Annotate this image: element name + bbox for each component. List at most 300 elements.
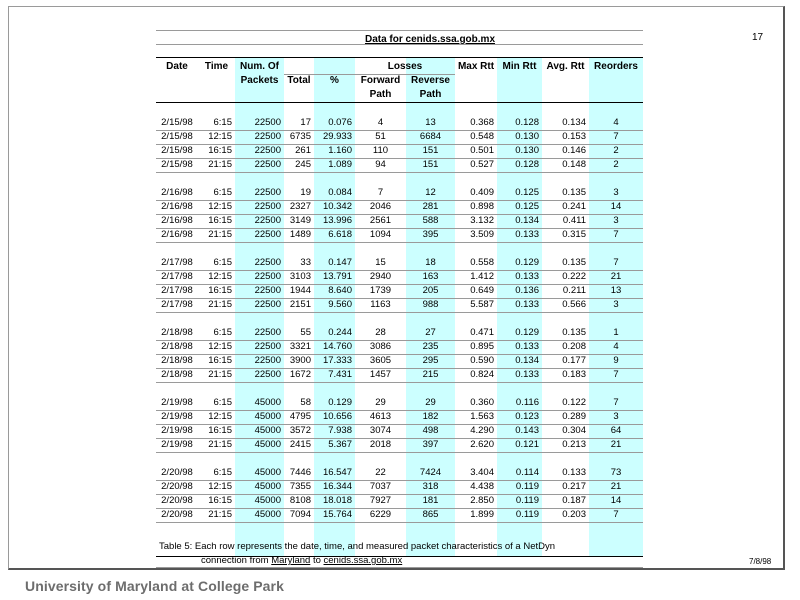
table-cell: 16:15 [208, 215, 232, 226]
table-cell: 8108 [289, 495, 311, 506]
column-header: Path [369, 89, 392, 100]
table-cell: 29.933 [322, 131, 352, 142]
table-cell: 151 [422, 159, 439, 170]
table-cell: 22500 [254, 131, 281, 142]
table-cell: 0.183 [562, 369, 586, 380]
column-header: Max Rtt [457, 61, 495, 72]
column-header: Reverse [411, 75, 450, 86]
table-cell: 0.133 [515, 299, 539, 310]
table-cell: 16:15 [208, 425, 232, 436]
table-cell: 0.147 [328, 257, 352, 268]
row-date: 2/16/98 [161, 187, 193, 198]
table-cell: 151 [422, 145, 439, 156]
table-cell: 0.368 [470, 117, 494, 128]
table-cell: 0.084 [328, 187, 352, 198]
table-cell: 7 [613, 131, 619, 142]
losses-header: Losses [387, 61, 423, 72]
table-cell: 21 [610, 439, 622, 450]
table-cell: 7037 [369, 481, 392, 492]
table-cell: 16:15 [208, 355, 232, 366]
table-cell: 27 [425, 327, 436, 338]
table-cell: 3 [613, 411, 619, 422]
table-cell: 22500 [254, 229, 281, 240]
caption-prefix: connection from [201, 555, 272, 566]
table-cell: 0.148 [562, 159, 586, 170]
table-cell: 1739 [369, 285, 392, 296]
row-date: 2/19/98 [161, 439, 193, 450]
table-cell: 0.203 [562, 509, 586, 520]
table-cell: 55 [300, 327, 311, 338]
table-cell: 0.134 [515, 355, 539, 366]
table-cell: 1.563 [470, 411, 494, 422]
table-cell: 110 [372, 145, 389, 156]
table-cell: 3572 [289, 425, 311, 436]
table-cell: 4613 [369, 411, 392, 422]
table-cell: 2 [613, 145, 619, 156]
row-date: 2/18/98 [161, 369, 193, 380]
table-cell: 45000 [254, 509, 281, 520]
table-cell: 0.135 [562, 257, 586, 268]
row-date: 2/15/98 [161, 117, 193, 128]
table-cell: 7 [377, 187, 384, 198]
table-cell: 6684 [419, 131, 442, 142]
table-cell: 0.125 [515, 187, 539, 198]
table-cell: 6:15 [213, 257, 232, 268]
table-cell: 318 [422, 481, 439, 492]
table-cell: 498 [422, 425, 439, 436]
table-cell: 7 [613, 369, 619, 380]
table-cell: 395 [422, 229, 439, 240]
table-cell: 3103 [289, 271, 311, 282]
table-cell: 181 [422, 495, 439, 506]
table-cell: 4795 [289, 411, 311, 422]
table-cell: 235 [422, 341, 439, 352]
table-cell: 0.130 [515, 131, 539, 142]
table-cell: 215 [422, 369, 439, 380]
table-cell: 0.824 [470, 369, 494, 380]
table-cell: 1 [613, 327, 619, 338]
column-header: Num. Of [240, 61, 279, 72]
table-cell: 3 [613, 215, 619, 226]
table-cell: 1094 [369, 229, 392, 240]
table-cell: 0.128 [515, 159, 539, 170]
table-cell: 0.222 [562, 271, 586, 282]
table-cell: 22500 [254, 187, 281, 198]
table-cell: 22500 [254, 201, 281, 212]
table-cell: 21:15 [208, 439, 232, 450]
title-rule [156, 44, 643, 45]
table-cell: 0.136 [515, 285, 539, 296]
row-date: 2/18/98 [161, 355, 193, 366]
table-cell: 865 [422, 509, 439, 520]
table-cell: 12:15 [208, 271, 232, 282]
table-cell: 0.128 [515, 117, 539, 128]
table-cell: 6735 [289, 131, 311, 142]
column-header: Path [419, 89, 442, 100]
row-date: 2/17/98 [161, 271, 193, 282]
table-cell: 163 [422, 271, 439, 282]
table-cell: 0.208 [562, 341, 586, 352]
table-cell: 3321 [289, 341, 311, 352]
table-cell: 2151 [289, 299, 311, 310]
row-date: 2/16/98 [161, 215, 193, 226]
table-cell: 3.404 [470, 467, 494, 478]
table-cell: 0.119 [515, 481, 539, 492]
row-date: 2/15/98 [161, 131, 193, 142]
table-cell: 0.241 [562, 201, 586, 212]
table-cell: 22 [375, 467, 386, 478]
table-cell: 0.590 [470, 355, 494, 366]
caption-line-2 [159, 554, 643, 568]
table-cell: 0.133 [515, 369, 539, 380]
table-cell: 4 [377, 117, 384, 128]
table-cell: 12:15 [208, 411, 232, 422]
table-cell: 0.146 [562, 145, 586, 156]
table-cell: 0.121 [515, 439, 539, 450]
table-cell: 29 [425, 397, 436, 408]
row-date: 2/19/98 [161, 411, 193, 422]
table-cell: 16:15 [208, 495, 232, 506]
table-cell: 2 [613, 159, 619, 170]
table-cell: 7 [613, 229, 619, 240]
row-date: 2/18/98 [161, 327, 193, 338]
table-cell: 7.938 [328, 425, 352, 436]
table-cell: 15 [375, 257, 386, 268]
column-header: Avg. Rtt [546, 61, 585, 72]
table-cell: 0.134 [562, 117, 586, 128]
table-cell: 4.290 [470, 425, 494, 436]
table-cell: 6.618 [328, 229, 352, 240]
table-cell: 0.187 [562, 495, 586, 506]
table-cell: 1489 [289, 229, 311, 240]
table-cell: 3149 [289, 215, 311, 226]
table-cell: 22500 [254, 257, 281, 268]
table-cell: 1.089 [328, 159, 352, 170]
table-cell: 3086 [369, 341, 392, 352]
table-cell: 0.304 [562, 425, 586, 436]
column-header: Packets [240, 75, 279, 86]
table-cell: 22500 [254, 355, 281, 366]
table-cell: 21 [610, 481, 622, 492]
table-cell: 0.134 [515, 215, 539, 226]
table-cell: 16:15 [208, 285, 232, 296]
caption-origin: Maryland [271, 555, 311, 566]
row-date: 2/19/98 [161, 397, 193, 408]
table-cell: 3.132 [470, 215, 494, 226]
table-cell: 51 [375, 131, 386, 142]
table-cell: 3605 [369, 355, 392, 366]
table-cell: 7094 [289, 509, 311, 520]
table-cell: 18 [425, 257, 436, 268]
table-cell: 2.850 [470, 495, 494, 506]
table-cell: 64 [610, 425, 622, 436]
table-cell: 45000 [254, 439, 281, 450]
table-cell: 3074 [369, 425, 392, 436]
table-cell: 22500 [254, 299, 281, 310]
table-cell: 0.177 [562, 355, 586, 366]
header-top-rule [156, 57, 643, 58]
table-cell: 6229 [369, 509, 392, 520]
table-cell: 988 [422, 299, 439, 310]
table-cell: 21 [610, 271, 622, 282]
caption-destination: cenids.ssa.gob.mx [323, 555, 403, 566]
table-cell: 0.217 [562, 481, 586, 492]
table-cell: 45000 [254, 425, 281, 436]
row-rule [156, 382, 643, 383]
table-cell: 45000 [254, 467, 281, 478]
row-date: 2/20/98 [161, 467, 193, 478]
column-header: Forward [360, 75, 401, 86]
table-cell: 2018 [369, 439, 392, 450]
table-cell: 22500 [254, 271, 281, 282]
table-cell: 2940 [369, 271, 392, 282]
table-cell: 0.315 [562, 229, 586, 240]
row-rule [156, 172, 643, 173]
table-cell: 4 [613, 117, 619, 128]
row-date: 2/18/98 [161, 341, 193, 352]
table-cell: 29 [375, 397, 386, 408]
column-header: Total [287, 75, 311, 86]
table-cell: 16:15 [208, 145, 232, 156]
table-cell: 13 [610, 285, 622, 296]
table-cell: 261 [295, 145, 311, 156]
row-date: 2/15/98 [161, 159, 193, 170]
table-cell: 7927 [369, 495, 392, 506]
table-cell: 0.123 [515, 411, 539, 422]
table-cell: 13 [425, 117, 436, 128]
table-cell: 22500 [254, 145, 281, 156]
table-cell: 0.143 [515, 425, 539, 436]
table-cell: 14 [610, 201, 622, 212]
table-cell: 0.076 [328, 117, 352, 128]
table-cell: 2046 [369, 201, 392, 212]
table-cell: 0.133 [515, 341, 539, 352]
row-rule [156, 452, 643, 453]
table-cell: 21:15 [208, 369, 232, 380]
table-cell: 0.527 [470, 159, 494, 170]
table-cell: 21:15 [208, 509, 232, 520]
table-cell: 1672 [289, 369, 311, 380]
table-cell: 22500 [254, 159, 281, 170]
table-cell: 0.895 [470, 341, 494, 352]
table-cell: 2561 [369, 215, 392, 226]
table-cell: 0.548 [470, 131, 494, 142]
table-cell: 2327 [289, 201, 311, 212]
table-cell: 0.501 [470, 145, 494, 156]
table-cell: 10.342 [322, 201, 352, 212]
table-cell: 6:15 [213, 467, 232, 478]
table-cell: 1.412 [470, 271, 494, 282]
table-cell: 182 [422, 411, 439, 422]
table-cell: 245 [295, 159, 311, 170]
table-cell: 2.620 [470, 439, 494, 450]
table-cell: 22500 [254, 215, 281, 226]
table-cell: 0.289 [562, 411, 586, 422]
table-cell: 94 [375, 159, 386, 170]
table-cell: 10.656 [322, 411, 352, 422]
table-cell: 22500 [254, 327, 281, 338]
row-date: 2/17/98 [161, 285, 193, 296]
table-cell: 17 [300, 117, 311, 128]
table-cell: 6:15 [213, 327, 232, 338]
table-cell: 0.129 [515, 257, 539, 268]
table-cell: 9 [613, 355, 619, 366]
column-header: Date [166, 61, 188, 72]
table-cell: 0.153 [562, 131, 586, 142]
table-cell: 18.018 [322, 495, 352, 506]
table-cell: 0.244 [328, 327, 352, 338]
table-cell: 3.509 [470, 229, 494, 240]
table-cell: 8.640 [328, 285, 352, 296]
table-cell: 0.558 [470, 257, 494, 268]
table-cell: 45000 [254, 495, 281, 506]
row-date: 2/17/98 [161, 257, 193, 268]
table-cell: 14.760 [322, 341, 352, 352]
table-cell: 1.899 [470, 509, 494, 520]
column-header: Min Rtt [502, 61, 537, 72]
table-cell: 0.130 [515, 145, 539, 156]
date-stamp: 7/8/98 [749, 557, 772, 566]
table-cell: 22500 [254, 341, 281, 352]
table-cell: 5.587 [470, 299, 494, 310]
table-cell: 1457 [369, 369, 392, 380]
table-cell: 2415 [289, 439, 311, 450]
table-cell: 295 [422, 355, 439, 366]
table-cell: 13.996 [322, 215, 352, 226]
table-cell: 45000 [254, 481, 281, 492]
table-cell: 0.119 [515, 509, 539, 520]
slide-number: 17 [752, 32, 764, 43]
table-cell: 7 [613, 257, 619, 268]
table-cell: 22500 [254, 285, 281, 296]
table-cell: 7355 [289, 481, 311, 492]
table-cell: 281 [422, 201, 439, 212]
table-cell: 15.764 [322, 509, 352, 520]
row-date: 2/17/98 [161, 299, 193, 310]
column-header: Reorders [594, 61, 638, 72]
table-cell: 7446 [289, 467, 311, 478]
table-cell: 7 [613, 509, 619, 520]
table-title: Data for cenids.ssa.gob.mx [364, 34, 496, 45]
table-cell: 0.114 [515, 467, 539, 478]
row-date: 2/15/98 [161, 145, 193, 156]
table-cell: 4.438 [470, 481, 494, 492]
table-cell: 12:15 [208, 201, 232, 212]
table-cell: 3 [613, 187, 619, 198]
table-cell: 6:15 [213, 397, 232, 408]
table-cell: 21:15 [208, 159, 232, 170]
row-date: 2/20/98 [161, 481, 193, 492]
table-cell: 12 [425, 187, 436, 198]
table-cell: 16.344 [322, 481, 352, 492]
table-cell: 12:15 [208, 341, 232, 352]
table-cell: 0.566 [562, 299, 586, 310]
table-cell: 0.129 [328, 397, 352, 408]
table-cell: 0.211 [562, 285, 586, 296]
data-table [156, 30, 643, 568]
table-cell: 4 [613, 341, 619, 352]
table-cell: 3 [613, 299, 619, 310]
table-cell: 588 [422, 215, 439, 226]
footer-university: University of Maryland at College Park [25, 578, 284, 594]
row-rule [156, 522, 643, 523]
table-cell: 7 [613, 397, 619, 408]
table-cell: 7424 [419, 467, 442, 478]
table-cell: 0.135 [562, 327, 586, 338]
table-cell: 0.133 [515, 229, 539, 240]
table-cell: 73 [610, 467, 622, 478]
column-header: % [330, 75, 339, 86]
table-cell: 1163 [370, 299, 391, 310]
table-cell: 0.471 [470, 327, 494, 338]
table-cell: 9.560 [328, 299, 352, 310]
table-cell: 6:15 [213, 117, 232, 128]
table-cell: 0.116 [515, 397, 539, 408]
row-date: 2/16/98 [161, 229, 193, 240]
table-caption [159, 540, 643, 568]
header-bottom-rule [156, 102, 643, 103]
caption-line-1: Table 5: Each row represents the date, time, and measured packet characteristics of a NetDyn [159, 541, 556, 552]
table-cell: 45000 [254, 411, 281, 422]
table-cell: 0.411 [562, 215, 586, 226]
table-cell: 0.133 [515, 271, 539, 282]
table-cell: 13.791 [322, 271, 352, 282]
table-cell: 1.160 [328, 145, 352, 156]
table-cell: 0.135 [562, 187, 586, 198]
table-cell: 16.547 [322, 467, 352, 478]
table-cell: 5.367 [328, 439, 352, 450]
table-cell: 21:15 [208, 229, 232, 240]
table-cell: 22500 [254, 117, 281, 128]
table-cell: 12:15 [208, 131, 232, 142]
table-cell: 28 [375, 327, 386, 338]
column-header: Time [204, 61, 229, 72]
table-cell: 397 [422, 439, 439, 450]
row-date: 2/16/98 [161, 201, 193, 212]
table-cell: 7.431 [328, 369, 352, 380]
table-cell: 0.409 [470, 187, 494, 198]
table-cell: 14 [610, 495, 622, 506]
table-cell: 205 [422, 285, 439, 296]
row-rule [156, 242, 643, 243]
table-cell: 45000 [254, 397, 281, 408]
table-cell: 22500 [254, 369, 281, 380]
caption-mid: to [310, 555, 324, 566]
table-cell: 12:15 [208, 481, 232, 492]
table-cell: 6:15 [213, 187, 232, 198]
table-cell: 3900 [289, 355, 311, 366]
table-cell: 0.119 [515, 495, 539, 506]
table-cell: 17.333 [322, 355, 352, 366]
row-date: 2/20/98 [161, 509, 193, 520]
table-cell: 58 [300, 397, 311, 408]
table-cell: 19 [300, 187, 311, 198]
table-cell: 21:15 [208, 299, 232, 310]
top-rule [156, 30, 643, 31]
row-rule [156, 312, 643, 313]
table-cell: 0.898 [470, 201, 494, 212]
table-cell: 1944 [289, 285, 311, 296]
table-cell: 33 [300, 257, 311, 268]
table-cell: 0.133 [562, 467, 586, 478]
table-cell: 0.122 [562, 397, 586, 408]
table-cell: 0.360 [470, 397, 494, 408]
table-cell: 0.649 [470, 285, 494, 296]
table-cell: 0.129 [515, 327, 539, 338]
row-date: 2/20/98 [161, 495, 193, 506]
table-cell: 0.125 [515, 201, 539, 212]
row-date: 2/19/98 [161, 425, 193, 436]
